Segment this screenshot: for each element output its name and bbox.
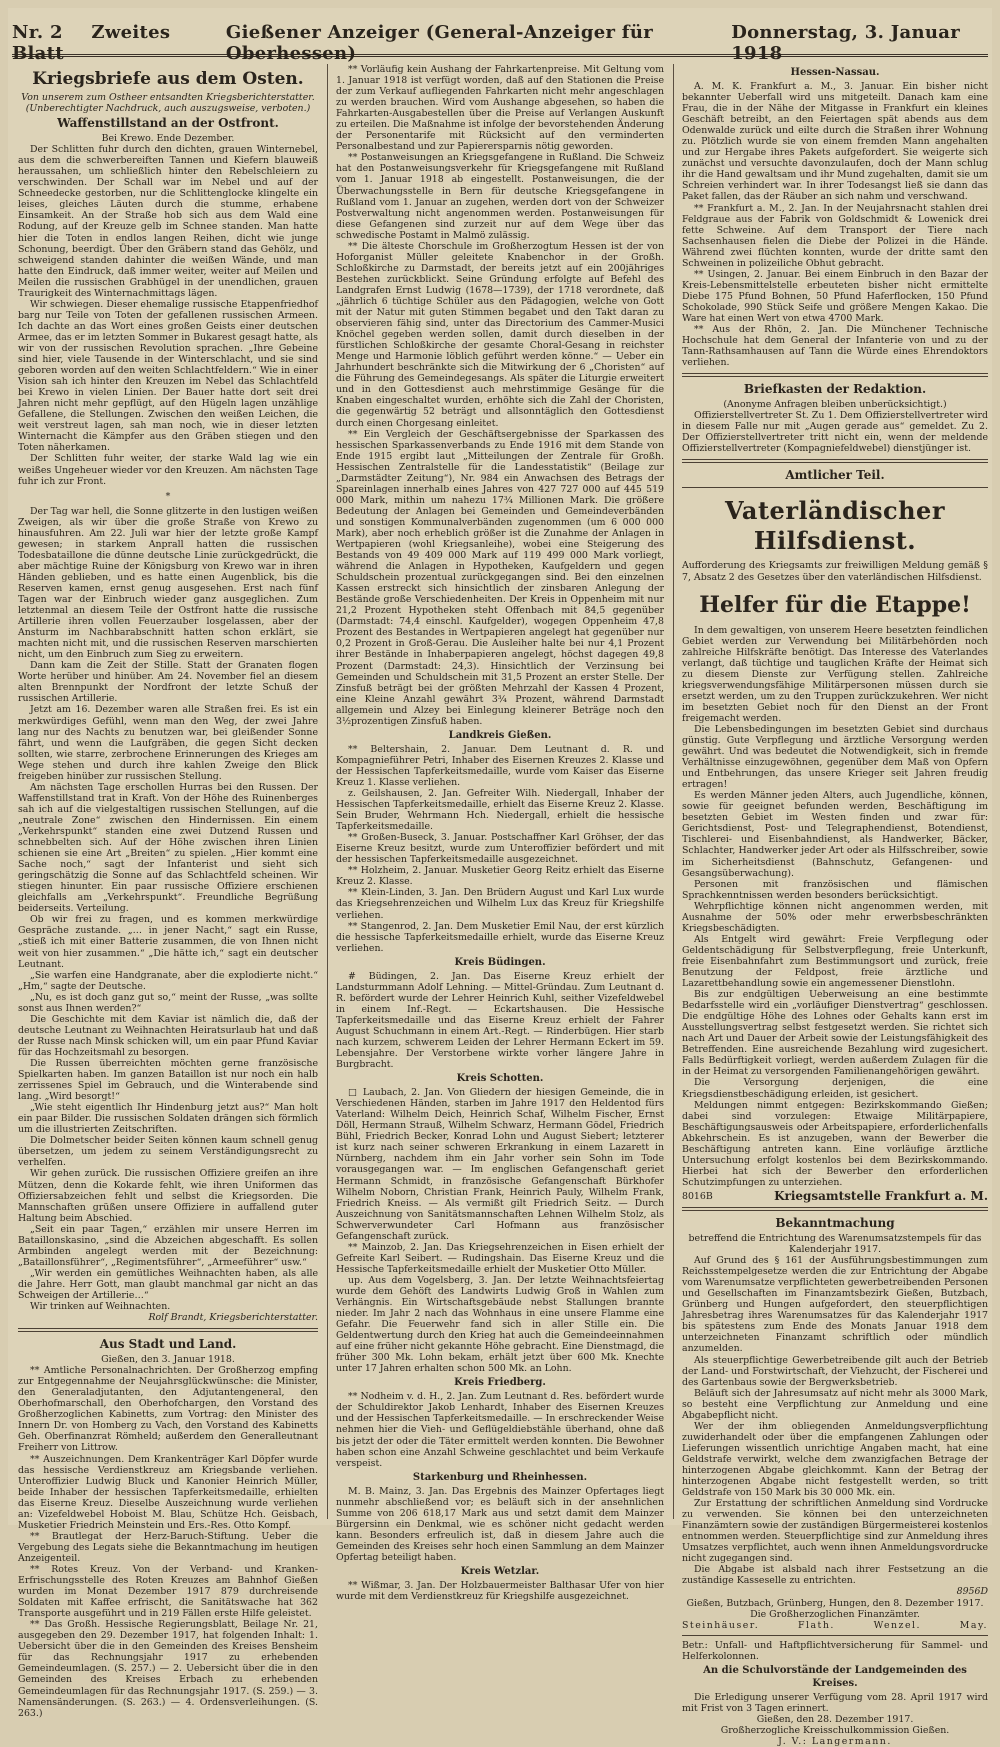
bekanntmachung-dateline: Gießen, Butzbach, Grünberg, Hungen, den 8. Dezember 1917.: [686, 1597, 984, 1609]
newspaper-title: Gießener Anzeiger (General-Anzeiger für Oberhessen): [225, 22, 654, 64]
paragraph: up. Aus dem Vogelsberg, 3. Jan. Der letzte Weihnachtsfeiertag wurde dem Gehöft des Landwirts Ludwig Groß in Wahlen zum Verhängnis. Ein Wirtschaftsgebäude nebst Stallungen brannte nieder. Im Jahr 2 nach das Wohnhaus in eine unsere Flamme eine Gefahr. Die Feuerwehr fand sich in aller Stille ein. Die Geldentwertung durch den Krieg hat auch die Gemeindeeinnahmen auf eine früher nicht gekannte Höhe gebracht. Eine Dienstmagd, die früher 300 Mk. Lohn bekam, erhält jetzt über 600 Mk. Knechte unter 17 Jahren erhalten schon 500 Mk. an Lohn.: [336, 1274, 664, 1375]
etappe-title: Helfer für die Etappe!: [699, 591, 971, 618]
paragraph: Wir gehen zurück. Die russischen Offiziere greifen an ihre Mützen, denn die Kokarde fehlt, wie ihren Uniformen das Offiziersabzeichen fehlt und selbst die Kriegsorden. Die Mannschaften grüßen unsere Offiziere in auffallend guter Haltung beim Abschied.: [18, 1168, 318, 1224]
paragraph: Wer der ihm obliegenden Anmeldungsverpflichtung zuwiderhandelt oder über die empfangenen Zahlungen oder Lieferungen wissentlich unrichtige Angaben macht, hat eine Geldstrafe verwirkt, welche dem zwanzigfachen Betrage der hinterzogenen Abgabe gleichkommt. Kann der Betrag der hinterzogenen Abgabe nicht festgestellt werden, so tritt Geldstrafe von 150 Mark bis 30 000 Mk. ein.: [682, 1420, 988, 1499]
article-heading: Waffenstillstand an der Ostfront.: [57, 116, 279, 131]
official-signature: May.: [959, 1619, 988, 1631]
briefkasten-subtitle: (Anonyme Anfragen bleiben unberücksichtigt.): [723, 399, 947, 411]
column-divider-1: [327, 64, 328, 1519]
hilfsdienst-subtitle: Aufforderung des Kriegsamts zur freiwilligen Meldung gemäß § 7, Absatz 2 des Gesetzes über den vaterländischen Hilfsdienst.: [682, 560, 988, 583]
author-signature: Rolf Brandt, Kriegsberichterstatter.: [148, 1312, 318, 1324]
paragraph: ** Nodheim v. d. H., 2. Jan. Zum Leutnant d. Res. befördert wurde der Schuldirektor Jakob Lenhardt, Inhaber des Eisernen Kreuzes und der Hessischen Tapferkeitsmedaille. — In erschreckender Weise nehmen hier die Vieh- und Geflügeldiebstähle überhand, ohne daß bis jetzt der oder die Täter ermittelt werden konnten. Die Bewohner haben schon eine Anzahl Schweine geschlachtet und beim Verkaufe verspeist.: [336, 1391, 664, 1469]
bekanntmachung-signatures: [682, 1620, 988, 1631]
paragraph: Die Abgabe ist alsbald nach ihrer Festsetzung an die zuständige Kasseselle zu entrichten.: [682, 1564, 988, 1587]
paragraph: A. M. K. Frankfurt a. M., 3. Januar. Ein bisher nicht bekannter Ueberfall wird uns mitgeteilt. Danach kam eine Frau, die in der Nähe der Mitgasse in Frankfurt ein kleines Geschäft betreibt, an den Feiertagen spät abends aus dem Odenwalde zurück und eilte durch die Straßen ihrer Wohnung zu. Plötzlich wurde sie von einem fremden Mann angehalten und zur Hergabe ihres Pakets aufgefordert. Sie weigerte sich zunächst und versuchte davonzulaufen, doch der Mann schlug ihr die Hand gewaltsam und ihr Mund zugehalten, damit sie um Schreien verhindert war. In ihrer Todesangst ließ sie dann das Paket fallen, das der Räuber an sich nahm und verschwand.: [682, 81, 988, 203]
paragraph: Dann kam die Zeit der Stille. Statt der Granaten flogen Worte herüber und hinüber. Am 24. November fiel an diesem alten Brennpunkt der Nordfront der letzte Schuß der russischen Artillerie.: [18, 660, 318, 705]
article-title: Kriegsbriefe aus dem Osten.: [32, 69, 304, 89]
region-heading: Landkreis Gießen.: [448, 729, 552, 741]
masthead: [12, 22, 988, 64]
paragraph: Die Geschichte mit dem Kaviar ist nämlich die, daß der deutsche Leutnant zu Weihnachten Heiratsurlaub hat und daß der Russe nach Minsk schicken will, um ein paar Pfund Kaviar für das Hochzeitsmahl zu besorgen.: [18, 1013, 318, 1058]
paragraph: ** Wißmar, 3. Jan. Der Holzbauermeister Balthasar Ufer von hier wurde mit dem Verdienstkreuz für Kriegshilfe ausgezeichnet.: [336, 1580, 664, 1603]
region-heading: Kreis Büdingen.: [454, 956, 546, 968]
column-divider-2: [673, 64, 674, 1519]
paragraph: ** Amtliche Personalnachrichten. Der Großherzog empfing zur Entgegennahme der Neujahrsglückwünsche: die Minister, den Generaladjutanten, den Adjutantengeneral, den Oberhofmarschall, den Oberhofchargen, den Vorstand des Großherzoglichen Kabinetts, zum Vortrag: den Minister des Innern Dr. von Homberg zu Vach, den Vorstand des Kabinetts Geh. Oberfinanzrat Römheld; außerdem den Generalleutnant Freiherr von Littrow.: [18, 1365, 318, 1454]
column-2: [336, 64, 664, 1603]
section-rule: [682, 1207, 988, 1211]
region-heading: Starkenburg und Rheinhessen.: [412, 1471, 588, 1483]
paragraph: Jetzt am 16. Dezember waren alle Straßen frei. Es ist ein merkwürdiges Gefühl, wenn man den Weg, der zwei Jahre lang nur des Nachts zu benutzen war, bei gleißender Sonne fährt, und wenn die Laufgräben, die gegen Sicht decken sollten, wie starre, zerbrochene Erinnerungen des Krieges am Wege stehen und durch ihre kahlen Zweige den Blick freigeben hinüber zur russischen Stellung.: [18, 704, 318, 782]
paragraph: „Nu, es ist doch ganz gut so,“ meint der Russe, „was sollte sonst aus Ihnen werden?“: [18, 991, 318, 1014]
official-section-title: Amtlicher Teil.: [785, 468, 885, 483]
paragraph: ** Holzheim, 2. Januar. Musketier Georg Reitz erhielt das Eiserne Kreuz 2. Klasse.: [336, 865, 664, 888]
paragraph: ** Postanweisungen an Kriegsgefangene in Rußland. Die Schweiz hat den Postanweisungsverkehr für Kriegsgefangene mit Rußland vom 1. Januar 1918 ab eingestellt. Postanweisungen, die der Überwachungsstelle in Bern für deutsche Kriegsgefangene in Rußland vom 1. Januar an zugehen, werden dort von der Schweizer Postverwaltung nicht angenommen werden. Postanweisungen für diese Gefangenen sind zurzeit nur auf dem Wege über das schwedische Postamt in Malmö zulässig.: [336, 152, 664, 241]
paragraph: Die Russen überreichten möchten gerne französische Spielkarten haben. Im ganzen Bataillon ist nur noch ein halb zerrissenes Spiel im Gebrauch, und die Winterabende sind lang. „Wird besorgt!“: [18, 1057, 318, 1103]
section-title: Aus Stadt und Land.: [99, 1337, 237, 1352]
article-dateline: Bei Krewo. Ende Dezember.: [101, 133, 235, 145]
notice-dateline: Gießen, den 28. Dezember 1917.: [756, 1713, 914, 1725]
bekanntmachung-authority: Die Großherzoglichen Finanzämter.: [750, 1608, 920, 1620]
rule: [682, 487, 988, 488]
column-1: [18, 64, 318, 1719]
notice-code: 8956D: [956, 1586, 988, 1598]
paragraph: Der Schlitten fuhr durch den dichten, grauen Winternebel, aus dem die schwerbereiften Tannen und Kiefern blauweiß heraussahen, um schließlich hinter den Rebelschleiern zu verschwinden. Der Schall war im Nebel und auf der Schneedecke gestorben, nur die Schlittenglocke klingelte ein leises, gleiches Läuten durch die stumme, erhabene Einsamkeit. An der Straße hob sich aus dem Wald eine Rodung, auf der Kreuze gelb im Schnee standen. Man hatte hier die Toten in endlos langen Reihen, dicht wie junge Schonung, beerdigt. Über den Gräbern stand das Gehölz, und schweigend standen dahinter die weißen Wände, und man hatte den Eindruck, daß immer weiter, weiter auf Meilen und Meilen die russischen Grabhügel in der unendlichen, grauen Traurigkeit des Winternachmittags lägen.: [18, 144, 318, 299]
paragraph: Wir trinken auf Weihnachten.: [30, 1301, 171, 1313]
paragraph: Die Versorgung derjenigen, die eine Kriegsdienstbeschädigung erleiden, ist gesichert.: [682, 1077, 988, 1100]
official-signature: Flath.: [797, 1619, 835, 1631]
etappe-signature-line: [682, 1188, 988, 1203]
paragraph: ** Das Großh. Hessische Regierungsblatt, Beilage Nr. 21, ausgegeben den 29. Dezember 1917, hat folgenden Inhalt: 1. Uebersicht über die in den Gemeinden des Kreises Bensheim für das Rechnungsjahr 1917 zu erhebenden Gemeindeumlagen. (S. 257.) — 2. Uebersicht über die in den Gemeinden des Kreises Erbach zu erhebenden Gemeindeumlagen für das Rechnungsjahr 1917. (S. 259.) — 3. Namensänderungen. (S. 263.) — 4. Ordensverleihungen. (S. 263.): [18, 1619, 318, 1719]
paragraph: ** Auszeichnungen. Dem Krankenträger Karl Döpfer wurde das hessische Verdienstkreuz am Kriegsbande verliehen. Unteroffizier Ludwig Bluck und Kanonier Heinrich Müller, beide Inhaber der hessischen Tapferkeitsmedaille, erhielten das Eiserne Kreuz. Dieselbe Auszeichnung wurde verliehen an: Vizefeldwebel Hoboist M. Blau, Schütze Hch. Geisbach, Musketier Friedrich Meinstein und Ers.-Res. Otto Kompf.: [18, 1453, 318, 1531]
paragraph: ** Ein Vergleich der Geschäftsergebnisse der Sparkassen des hessischen Sparkassenverbands zu Ende 1916 mit dem Stande von Ende 1915 ergibt laut „Mitteilungen der Zentrale für Großh. Hessischen Zentralstelle für die Landesstatistik“ (Beilage zur „Darmstädter Zeitung“), Nr. 984 ein Anwachsen des Betrags der Spareinlagen innerhalb eines Jahres von 427 727 000 auf 445 519 000 Mark, mithin um nahezu 17¾ Millionen Mark. Die größere Bedeutung der Anlagen bei Gemeinden und Gemeindeverbänden und sonstigen Kommunalverbänden zugenommen (um 6 000 000 Mark), aber noch erheblich größer ist die Zunahme der Anlagen in Wertpapieren (wohl Kriegsanleihe), wobei eine Steigerung des Bestands von 49 409 000 Mark auf 119 499 000 Mark vorliegt, während die Anlagen in Hypotheken, Kaufgeldern und gegen Schuldschein prozentual zurückgegangen sind. Bei den einzelnen Kassen erstreckt sich hinsichtlich der zinsbaren Anlegung der Bestände große Verschiedenheiten. Der Kreis in Oppenheim mit nur 21,2 Prozent Hypotheken steht Offenbach mit 84,5 gegenüber (Darmstadt: 74,4 einschl. Kaufgelder), wogegen Oppenheim 47,8 Prozent des Bestandes in Wertpapieren angelegt hat gegenüber nur 0,2 Prozent in Groß-Gerau. Die Ausleiher halte bei nur 4,1 Prozent ihrer Bestände in Inhaberpapieren angelegt, höchst dagegen 49,8 Prozent (Darmstadt: 24,3). Hinsichtlich der Verzinsung bei Gemeinden und Schuldschein mit 31,5 Prozent an erster Stelle. Der Zinsfuß beträgt bei der größten Mehrzahl der Kassen 4 Prozent, eine Kleine Anzahl gewährt 3¾ Prozent, während Darmstadt allgemein und Alzey bei Einlegung kleinerer Beträge noch den 3½prozentigen Zinsfuß haben.: [336, 428, 664, 727]
paragraph: ** Mainzob, 2. Jan. Das Kriegsehrenzeichen in Eisen erhielt der Gefreite Karl Seibert. — Rudingshain. Das Eiserne Kreuz und die Hessische Tapferkeitsmedaille erhielt der Musketier Otto Müller.: [336, 1241, 664, 1275]
paragraph: Auf Grund des § 161 der Ausführungsbestimmungen zum Reichsstempelgesetze werden die zur Entrichtung der Abgabe vom Warenumsatze verpflichteten gewerbetreibenden Personen und Gesellschaften im Finanzamtsbezirk Gießen, Butzbach, Grünberg und Hungen aufgefordert, den steuerpflichtigen Jahresbetrag ihres Warenumsatzes für das Kalenderjahr 1917 bis spätestens zum Ende des Monats Januar 1918 dem unterzeichneten Finanzamt schriftlich oder mündlich anzumelden.: [682, 1255, 988, 1355]
paragraph: Als Entgelt wird gewährt: Freie Verpflegung oder Geldentschädigung für Selbstverpflegung, freie Unterkunft, freie Eisenbahnfahrt zum Bestimmungsort und zurück, freie Benutzung der Feldpost, freie ärztliche und Lazarettbehandlung sowie ein angemessener Dienstlohn.: [682, 933, 988, 990]
paragraph: Personen mit französischen und flämischen Sprachkenntnissen werden besonders berücksichtigt.: [682, 878, 988, 901]
briefkasten-title: Briefkasten der Redaktion.: [743, 382, 927, 397]
section-rule: [682, 373, 988, 377]
notice-authority: Großherzogliche Kreisschulkommission Gießen.: [720, 1724, 950, 1736]
column-3: [682, 64, 988, 1747]
paragraph: Meldungen nimmt entgegen: Bezirkskommando Gießen; dabei sind vorzulegen: Etwaige Militärpapiere, Beschäftigungsausweis oder Arbeitspapiere, erforderlichenfalls Abkehrschein. Es ist anzugeben, wann der Bewerber die Beschäftigung antreten kann. Eine vorläufige ärztliche Untersuchung erfolgt kostenlos bei dem Bezirkskommando. Hierbei hat sich der Bewerber den erforderlichen Schutzimpfungen zu unterziehen.: [682, 1099, 988, 1188]
region-heading: Hessen-Nassau.: [790, 67, 880, 78]
paragraph: Am nächsten Tage erschollen Hurras bei den Russen. Der Waffenstillstand trat in Kraft. Von der Höhe des Ruinenberges sah ich auf die vielgestaltigen russischen Stellungen, auf die „neutrale Zone“ zwischen den Hindernissen. Ein einem „Verkehrspunkt“ standen eine zwei Dutzend Russen und schnebbelten sich. Auf der Höhe zwischen ihren Linien schienen sie eine Art „Breiten“ zu spielen. „Hier kommt eine Sache noch,“ sagt der Infanterist und sieht sich geringschätzig die Sonne auf das Schlachtfeld scheinen. Wir stiegen hinunter. Ein paar russische Offiziere erschienen gleichfalls am „Verkehrspunkt“. Freundliche Begrüßung beiderseits. Verteilung.: [18, 781, 318, 915]
paragraph: „Wie steht eigentlich Ihr Hindenburg jetzt aus?“ Man holt ein paar Bilder. Die russischen Soldaten drängen sich förmlich um die illustrierten Zeitschriften.: [18, 1102, 318, 1136]
separator-asterisk: *: [165, 490, 171, 502]
paragraph: □ Laubach, 2. Jan. Von Gliedern der hiesigen Gemeinde, die in Verschiedenen Händen, starben im Jahre 1917 den Heldentod fürs Vaterland: Wilhelm Deich, Heinrich Schaf, Wilhelm Fischer, Ernst Döll, Hermann Strauß, Wilhelm Schwarz, Hermann Gödel, Friedrich Bühl, Friedrich Becker, Konrad Lohn und August Siebert; letzterer ist kurz nach seiner schweren Erkrankung in einem Lazarett in Nürnberg, nachdem ihm ein Jahr vorher sein Sohn im Tode vorausgegangen war. — Im englischen Gefangenschaft geriet Hermann Schmidt, in französische Gefangenschaft Bürkhofer Wilhelm Noborn, Christian Frank, Heinrich Pauly, Wilhelm Frank, Friedrich Kneiss. — Als vermißt gilt Friedrich Seitz. — Durch Auszeichnung von Sanitätsmannschaften Lehnen Wilhelm Stolz, als Schwerverwundeter Carl Hofmann aus französischer Gefangenschaft zurück.: [336, 1087, 664, 1242]
hilfsdienst-title: Vaterländischer Hilfsdienst.: [725, 496, 945, 556]
paragraph: M. B. Mainz, 3. Jan. Das Ergebnis des Mainzer Opfertages liegt nunmehr abschließend vor; es beläuft sich in der ansehnlichen Summe von 206 618,17 Mark aus und setzt damit dem Mainzer Bürgersinn ein Denkmal, wie es schöner nicht gedacht werden kann. Besonders erfreulich ist, daß in diesem Jahre auch die Gemeinden des Kreises sehr hoch einen Sammlung an dem Mainzer Opfertag beteiligt haben.: [336, 1485, 664, 1563]
paragraph: ** Stangenrod, 2. Jan. Dem Musketier Emil Nau, der erst kürzlich die hessische Tapferkeitsmedaille erhielt, wurde das Eiserne Kreuz verliehen.: [336, 920, 664, 954]
section-rule: [18, 1328, 318, 1332]
bekanntmachung-title: Bekanntmachung: [775, 1215, 895, 1230]
paragraph: Der Tag war hell, die Sonne glitzerte in den lustigen weißen Zweigen, als wir über die große Straße von Krewo zu hinausfuhren. Am 22. Juli war hier der letzte große Kampf gewesen; in starkem Anprall hatten die russischen Todesbataillone die dünne deutsche Linie zurückgedrückt, die aber mächtige Ruine der Königsburg von Krewo war in ihren Händen geblieben, und es hatte einen Augenblick, bis die Reserven kamen, ernst genug ausgesehen. Erst nach fünf Tagen war der Einbruch wieder ganz ausgeglichen. Zum letztenmal an diesem Teile der Ostfront hatte die russische Artillerie ihren vollen Feuerzauber losgelassen, aber der Ansturm im Nachbarabschnitt hatten schon erklärt, sie machten nicht mit, und die russischen Reserven marschierten nicht, um den Einbruch zum Sieg zu erweitern.: [18, 505, 318, 661]
section-rule: [682, 459, 988, 463]
official-signature: Steinhäuser.: [682, 1619, 760, 1631]
region-heading: Kreis Friedberg.: [454, 1377, 546, 1389]
paragraph: ** Usingen, 2. Januar. Bei einem Einbruch in den Bazar der Kreis-Lebensmittelstelle erbeuteten bisher nicht ermittelte Diebe 175 Pfund Bohnen, 50 Pfund Haferflocken, 150 Pfund Schokolade, 990 Stück Seife und größere Mengen Kakao. Die Ware hat einen Wert von etwa 4700 Mark.: [682, 268, 988, 324]
official-signature: Wenzel.: [873, 1619, 922, 1631]
newspaper-page: [8, 8, 992, 1747]
notice-code: 8016B: [682, 1190, 713, 1202]
paragraph: Der Schlitten fuhr weiter, der starke Wald lag wie ein weißes Ungeheuer wieder vor den Kreuzen. Am nächsten Tage fuhr ich zur Front.: [18, 453, 318, 487]
paragraph: Bis zur endgültigen Ueberweisung an eine bestimmte Bedarfsstelle wird ein „vorläufiger Dienstvertrag“ geschlossen. Die endgültige Höhe des Lohnes oder Gehalts kann erst im Ausstellungsvertrag selbst festgesetzt werden. Sie richtet sich nach Art und Dauer der Arbeit sowie der Leistungsfähigkeit des Betreffenden. Eine ausreichende Bezahlung wird zugesichert. Falls Bedürftigkeit vorliegt, werden außerdem Zulagen für die in der Heimat zu versorgenden Familienangehörigen gewährt.: [682, 989, 988, 1078]
notice-signature: J. V.: Langermann.: [778, 1735, 892, 1747]
region-heading: Kreis Schotten.: [456, 1073, 544, 1085]
paragraph: ** Frankfurt a. M., 2. Jan. In der Neujahrsnacht stahlen drei Feldgraue aus der Fabrik von Goldschmidt & Lowenick drei fette Schweine. Auf dem Transport der Tiere nach Sachsenhausen fielen die Diebe der Polizei in die Hände. Während zwei flüchten konnten, wurde der dritte samt den Schweinen in polizeiliche Obhut gebracht.: [682, 202, 988, 269]
paragraph: ** Klein-Linden, 3. Jan. Den Brüdern August und Karl Lux wurde das Kriegsehrenzeichen und Wilhelm Lux das Kreuz für Kriegshilfe verliehen.: [336, 887, 664, 921]
issue-date: Donnerstag, 3. Januar 1918: [731, 22, 960, 64]
region-heading: Kreis Wetzlar.: [460, 1566, 540, 1577]
paragraph: Ob wir frei zu fragen, und es kommen merkwürdige Gespräche zustande. „… in jener Nacht,“ sagt ein Russe, „stieß ich mit einer Batterie zusammen, die von Ihnen nicht weit von hier zusammen.“ „Die hätte ich,“ sagt ein deutscher Leutnant.: [18, 914, 318, 970]
paragraph: Die Lebensbedingungen im besetzten Gebiet sind durchaus günstig. Gute Verpflegung und ärztliche Versorgung werden gewährt. Und was bedeutet die Notwendigkeit, sich in fremde Verhältnisse einzugewöhnen, gegenüber dem Maß von Opfern und Entbehrungen, das unsere Krieger seit Jahren freudig ertragen!: [682, 723, 988, 791]
section-dateline: Gießen, den 3. Januar 1918.: [101, 1354, 235, 1366]
section-label: Zweites Blatt: [12, 22, 171, 64]
article-subtitle: Von unserem zum Ostheer entsandten Kriegsberichterstatter. (Unberechtigter Nachdruck, auch auszugsweise, verboten.): [21, 92, 315, 115]
paragraph: Betr.: Unfall- und Haftpflichtversicherung für Sammel- und Helferkolonnen.: [682, 1639, 988, 1662]
paragraph: „Wir werden ein gemütliches Weihnachten haben, als alle die Jahre. Herr Gott, man glaubt manchmal gar nicht an das Schweigen der Artillerie…“: [18, 1267, 318, 1301]
paragraph: z. Geilshausen, 2. Jan. Gefreiter Wilh. Niedergall, Inhaber der Hessischen Tapferkeitsmedaille, erhielt das Eiserne Kreuz 2. Klasse. Sein Bruder, Wehrmann Hch. Niedergall, erhielt die hessische Tapferkeitsmedaille.: [336, 788, 664, 833]
bekanntmachung-subtitle: betreffend die Entrichtung des Warenumsatzstempels für das Kalenderjahr 1917.: [688, 1232, 982, 1256]
paragraph: ** Vorläufig kein Aushang der Fahrkartenpreise. Mit Geltung vom 1. Januar 1918 ist verfügt worden, daß auf den Stationen die Preise der zum Verkauf aufliegenden Fahrkarten nicht mehr angeschlagen zu werden brauchen. Wird vom Aushange abgesehen, so haben die Fahrkarten-Ausgabestellen über die Preise auf Verlangen Auskunft zu erteilen. Die Maßnahme ist infolge der bevorstehenden Änderung der Personentarife mit Rücksicht auf den verminderten Personalbestand und zur Papierersparnis nötig geworden.: [336, 64, 664, 153]
paragraph: # Büdingen, 2. Jan. Das Eiserne Kreuz erhielt der Landsturmmann Adolf Lehning. — Mittel-Gründau. Zum Leutnant d. R. befördert wurde der Lehrer Heinrich Kuhl, seither Vizefeldwebel in einem Inf.-Regt. — Eckartshausen. Die Hessische Tapferkeitsmedaille und das Eiserne Kreuz erhielt der Fahrer August Schuchmann in einem Art.-Regt. — Rinderbügen. Hier starb nach kurzem, schwerem Leiden der Lehrer Hermann Eckert im 59. Lebensjahre. Der Verstorbene wirkte vorher längere Jahre in Burgbracht.: [336, 970, 664, 1071]
paragraph: Zur Erstattung der schriftlichen Anmeldung sind Vordrucke zu verwenden. Sie können bei den unterzeichneten Finanzämtern sowie der zuständigen Bürgermeisterei kostenlos entnommen werden. Steuerpflichtige sind zur Anmeldung ihres Umsatzes verpflichtet, auch wenn ihnen Anmeldungsvordrucke nicht zugegangen sind.: [682, 1498, 988, 1565]
paragraph: ** Brautlegat der Herz-Baruch-Stiftung. Ueber die Vergebung des Legats siehe die Bekanntmachung im heutigen Anzeigenteil.: [18, 1530, 318, 1564]
paragraph: ** Rotes Kreuz. Von der Verband- und Kranken-Erfrischungsstelle des Roten Kreuzes am Bahnhof Gießen wurden im Monat Dezember 1917 879 durchreisende Soldaten mit Kaffee erfrischt, die Sanitätswache hat 362 Transporte ausgeführt und in 219 Fällen erste Hilfe geleistet.: [18, 1564, 318, 1620]
authority-signature: Kriegsamtstelle Frankfurt a. M.: [774, 1188, 988, 1203]
paragraph: Als steuerpflichtige Gewerbetreibende gilt auch der Betrieb der Land- und Forstwirtschaft, der Viehzucht, der Fischerei und des Gartenbaus sowie der Bergwerksbetrieb.: [682, 1354, 988, 1388]
masthead-left: [12, 22, 226, 64]
paragraph: Es werden Männer jeden Alters, auch Jugendliche, können, sowie für geeignet befunden werden, Beschäftigung im besetzten Gebiet im Westen finden und zwar für: Gerichtsdienst, Post- und Telegraphendienst, Botendienst, Tischlerei- und Eisenbahndienst, als Handwerker, Bäcker, Schlachter, Handwerker jeder Art oder als Hilfsschreiber, sowie im Sicherheitsdienst (Bahnschutz, Gefangenen- und Gesangsüberwachung).: [682, 790, 988, 879]
paragraph: Wehrpflichtige können nicht angenommen werden, mit Ausnahme der 50% oder mehr erwerbsbeschränkten Kriegsbeschädigten.: [682, 900, 988, 934]
paragraph: ** Aus der Rhön, 2. Jan. Die Münchener Technische Hochschule hat dem General der Infanterie von und zu der Tann-Rathsamhausen auf Tann die Würde eines Ehrendoktors verliehen.: [682, 324, 988, 369]
paragraph: „Seit ein paar Tagen,“ erzählen mir unsere Herren im Bataillonskasino, „sind die Abzeichen abgeschafft. Es sollen Armbinden angelegt werden mit der Bezeichnung: „Bataillonsführer“, „Regimentsführer“, „Armeeführer“ usw.“: [18, 1223, 318, 1268]
paragraph: Die Dolmetscher beider Seiten können kaum schnell genug übersetzen, um jedem zu seinem Verständigungsrecht zu verhelfen.: [18, 1135, 318, 1169]
rule: [682, 1635, 988, 1636]
paragraph: ** Großen-Buseck, 3. Januar. Postschaffner Karl Gröhser, der das Eiserne Kreuz besitzt, wurde zum Unteroffizier befördert und mit der hessischen Tapferkeitsmedaille ausgezeichnet.: [336, 832, 664, 866]
paragraph: Die Erledigung unserer Verfügung vom 28. April 1917 wird mit Frist von 3 Tagen erinnert.: [682, 1691, 988, 1714]
paragraph: ** Beltershain, 2. Januar. Dem Leutnant d. R. und Kompagnieführer Petri, Inhaber des Eisernen Kreuzes 2. Klasse und der Hessischen Tapferkeitsmedaille, wurde vom Kaiser das Eiserne Kreuz 1. Klasse verliehen.: [336, 743, 664, 788]
paragraph: „Sie warfen eine Handgranate, aber die explodierte nicht.“ „Hm,“ sagte der Deutsche.: [18, 969, 318, 992]
paragraph: Wir schwiegen. Dieser ehemalige russische Etappenfriedhof barg nur Teile von Toten der gefallenen russischen Armeen. Ich dachte an das Wort eines großen Geists einer deutschen Armee, das er im letzten Sommer in Bukarest gesagt hatte, als wir von der russischen Revolution sprachen. „Ihre Gebeine sind hier, viele Tausende in der Winterschlacht, und sie sind geboren worden auf den weiten Schlachtfeldern.“ Wie in einer Vision sah ich hinter den Kreuzen im Nebel das Schlachtfeld bei Krewo in vielen Linien. Der Bauer hatte dort seit drei Jahren nicht mehr gepflügt, auf den Hügeln lagen unzählige Gefallene, die Stellungen. Zwischen den weißen Leichen, die weit verstreut lagen, sah man noch, wie in dieser letzten Winternacht die Kämpfer aus den Gräben stiegen und den Toten näherkamen.: [18, 298, 318, 454]
paragraph: ** Die älteste Chorschule im Großherzogtum Hessen ist der von Hoforganist Müller geleitete Knabenchor in der Großh. Schloßkirche zu Darmstadt, der bereits jetzt auf ein 200jähriges Bestehen zurückblickt. Seine Gründung erfolgte auf Befehl des Landgrafen Ernst Ludwig (1678—1739), der 1718 verordnete, daß „jährlich 6 tüchtige Schüler aus den Pädagogien, welche von Gott mit der Natur mit guten Stimmen begabet und den Takt daran zu observieren fähig sind, unter das Directorium des Cammer-Musici Knöchel gegeben werden sollen, damit durch dieselben in der fürstlichen Schloßkirche der gesamte Choral-Gesang in reichster Menge und Harmonie löblich geführt werden könne.“ — Ueber ein Jahrhundert beschränkte sich die Mitwirkung der 6 „Choristen“ auf die Führung des Gemeindegesangs. Als später die Liturgie erweitert und in den Gottesdienst auch mehrstimmige Gesänge für die Knaben eingeschaltet wurden, erhöhte sich die Zahl der Choristen, die gegenwärtig 52 beträgt und allsonntäglich den Gottesdienst durch einen Chorgesang einleitet.: [336, 240, 664, 429]
notice-heading: An die Schulvorstände der Landgemeinden des Kreises.: [703, 1664, 967, 1689]
paragraph: Offizierstellvertreter St. Zu 1. Dem Offizierstellvertreter wird in diesem Falle nur mit „Augen gerade aus“ gemeldet. Zu 2. Der Offizierstellvertreter tritt nicht ein, wenn der meldende Offizierstellvertreter (Kompagniefeldwebel) dienstjünger ist.: [682, 410, 988, 455]
issue-number: Nr. 2: [12, 22, 63, 43]
paragraph: In dem gewaltigen, von unserem Heere besetzten feindlichen Gebiet werden zur Verwendung bei Militärbehörden noch zahlreiche Hilfskräfte benötigt. Das Interesse des Vaterlandes verlangt, daß tüchtige und tauglichen Kräfte der Heimat sich zu diesem Dienste zur Verfügung stellen. Zahlreiche kriegsverwendungsfähige Militärpersonen müssen durch sie ersetzt werden, um zu den Truppen zurückzukehren. Wer nicht im besetzten Gebiet noch für den Dienst an der Front freigemacht werden.: [682, 624, 988, 724]
paragraph: Beläuft sich der Jahresumsatz auf nicht mehr als 3000 Mark, so besteht eine Verpflichtung zur Anmeldung und eine Abgabepflicht nicht.: [682, 1387, 988, 1421]
